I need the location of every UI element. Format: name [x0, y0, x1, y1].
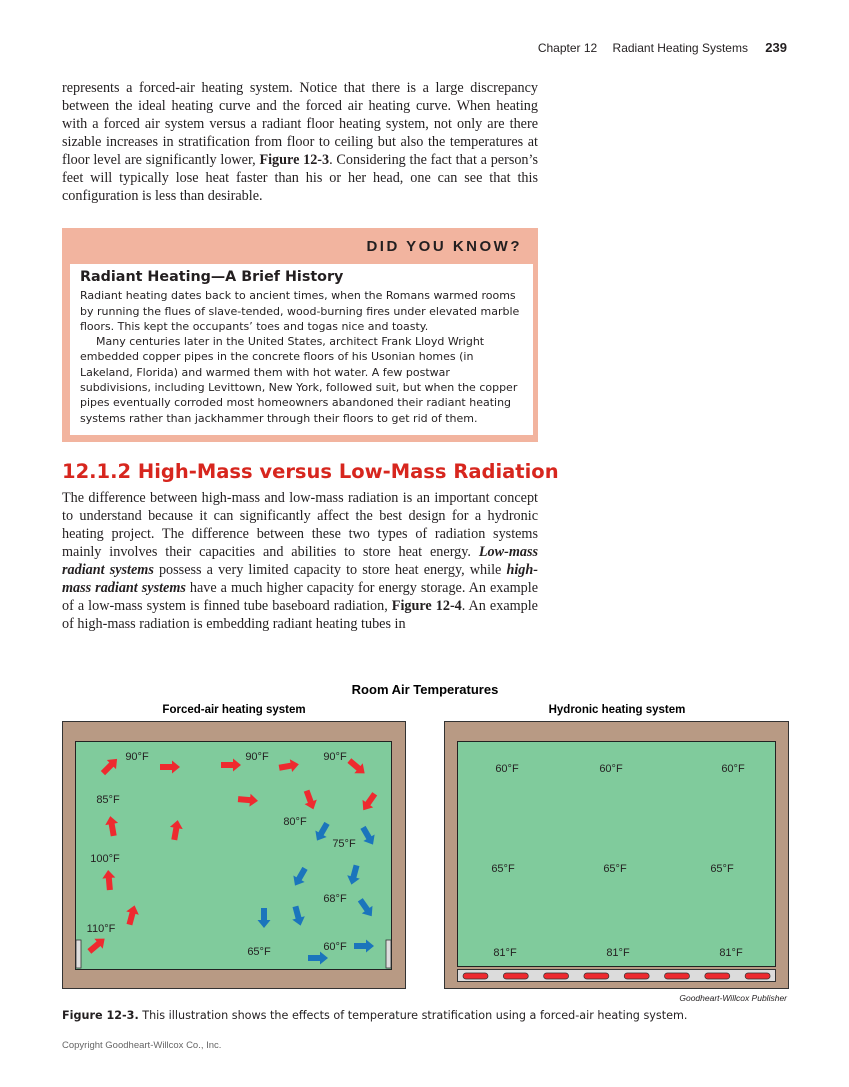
temperature-label: 80°F [283, 816, 307, 828]
chapter-title: Radiant Heating Systems [612, 41, 748, 55]
temperature-label: 68°F [323, 893, 347, 905]
temperature-label: 65°F [603, 863, 627, 875]
heating-pipe [503, 973, 528, 979]
temperature-label: 60°F [495, 763, 519, 775]
hydronic-room [445, 722, 789, 989]
callout-paragraph: Many centuries later in the United States, architect Frank Lloyd Wright embedded copper pipes in the concrete floors of his Usonian homes (in Lakeland, Florida) and warmed them with hot water. A few postwar subdivisions, including Levittown, New York, followed suit, but when the copper pipes eventually corroded most homeowners abandoned their radiant heating systems rather than jackhammer through their floors to get rid of them. [80, 335, 518, 425]
figure-reference: Figure 12-3 [259, 152, 330, 168]
left-panel-title: Forced-air heating system [162, 704, 306, 716]
figure-caption [62, 1009, 687, 1022]
temperature-label: 81°F [606, 947, 630, 959]
heating-pipe [705, 973, 730, 979]
room-air [458, 742, 776, 967]
radiator-icon [386, 940, 391, 968]
heating-pipe [665, 973, 690, 979]
callout-label: DID YOU KNOW? [366, 238, 522, 255]
temperature-label: 81°F [493, 947, 517, 959]
caption-text: This illustration shows the effects of temperature stratification using a forced-air heating system. [138, 1009, 688, 1022]
text: possess a very limited capacity to store heat energy, while [153, 562, 507, 578]
page-number: 239 [765, 40, 787, 55]
room-air [76, 742, 392, 970]
intro-text: represents a forced-air heating system. Notice that there is a large discrepancy between the ideal heating curve and the forced air heating curve. When heating with a forced air system versus a radiant floor heating system, not only are there sizable increases in stratification from floor to ceiling but also the temperatures at floor level are significantly lower, [62, 80, 538, 168]
heating-pipe [463, 973, 488, 979]
figure-reference: Figure 12-4 [391, 598, 462, 614]
text: The difference between high-mass and low-mass radiation is an important concept to understand because it can significantly affect the best design for a hydronic heating project. The difference between these two types of radiation systems mainly involves their capacities and abilities to store heat energy. [62, 490, 538, 560]
term-high-mass: high-mass radiant systems [62, 562, 538, 596]
chapter-label: Chapter 12 [537, 41, 598, 55]
section-heading: 12.1.2 High-Mass versus Low-Mass Radiation [62, 460, 559, 483]
text: have a much higher capacity for energy storage. An example of a low-mass system is finned tube baseboard radiation, [62, 580, 538, 614]
temperature-label: 60°F [721, 763, 745, 775]
forced-air-room [63, 722, 406, 989]
temperature-label: 65°F [710, 863, 734, 875]
temperature-label: 100°F [90, 853, 120, 865]
temperature-label: 65°F [247, 946, 271, 958]
temperature-label: 90°F [323, 751, 347, 763]
temperature-label: 60°F [323, 941, 347, 953]
radiator-icon [76, 940, 81, 968]
temperature-label: 75°F [332, 838, 356, 850]
callout-paragraph: Radiant heating dates back to ancient times, when the Romans warmed rooms by running the flues of slave-tended, wood-burning fires under elevated marble floors. This kept the occupants’ toes and togas nice and toasty. [80, 289, 520, 333]
heating-pipe [584, 973, 609, 979]
heating-pipe [624, 973, 649, 979]
heating-pipe [544, 973, 569, 979]
intro-text-tail: . Considering the fact that a person’s feet will typically lose heat faster than his or her head, one can see that this configuration is less than desirable. [62, 152, 538, 204]
temperature-label: 60°F [599, 763, 623, 775]
temperature-label: 110°F [86, 923, 116, 935]
heating-pipe [745, 973, 770, 979]
callout-title: Radiant Heating—A Brief History [80, 269, 344, 285]
right-panel-title: Hydronic heating system [548, 704, 686, 716]
figure-title: Room Air Temperatures [351, 682, 499, 697]
text: . An example of high-mass radiation is embedding radiant heating tubes in [62, 598, 538, 632]
temperature-label: 81°F [719, 947, 743, 959]
temperature-label: 85°F [96, 794, 120, 806]
copyright: Copyright Goodheart-Willcox Co., Inc. [62, 1040, 222, 1051]
figure-credit: Goodheart-Willcox Publisher [679, 993, 787, 1003]
temperature-label: 90°F [125, 751, 149, 763]
term-low-mass: Low-mass radiant systems [62, 544, 538, 578]
temperature-label: 65°F [491, 863, 515, 875]
temperature-label: 90°F [245, 751, 269, 763]
caption-label: Figure 12-3. [62, 1009, 139, 1022]
